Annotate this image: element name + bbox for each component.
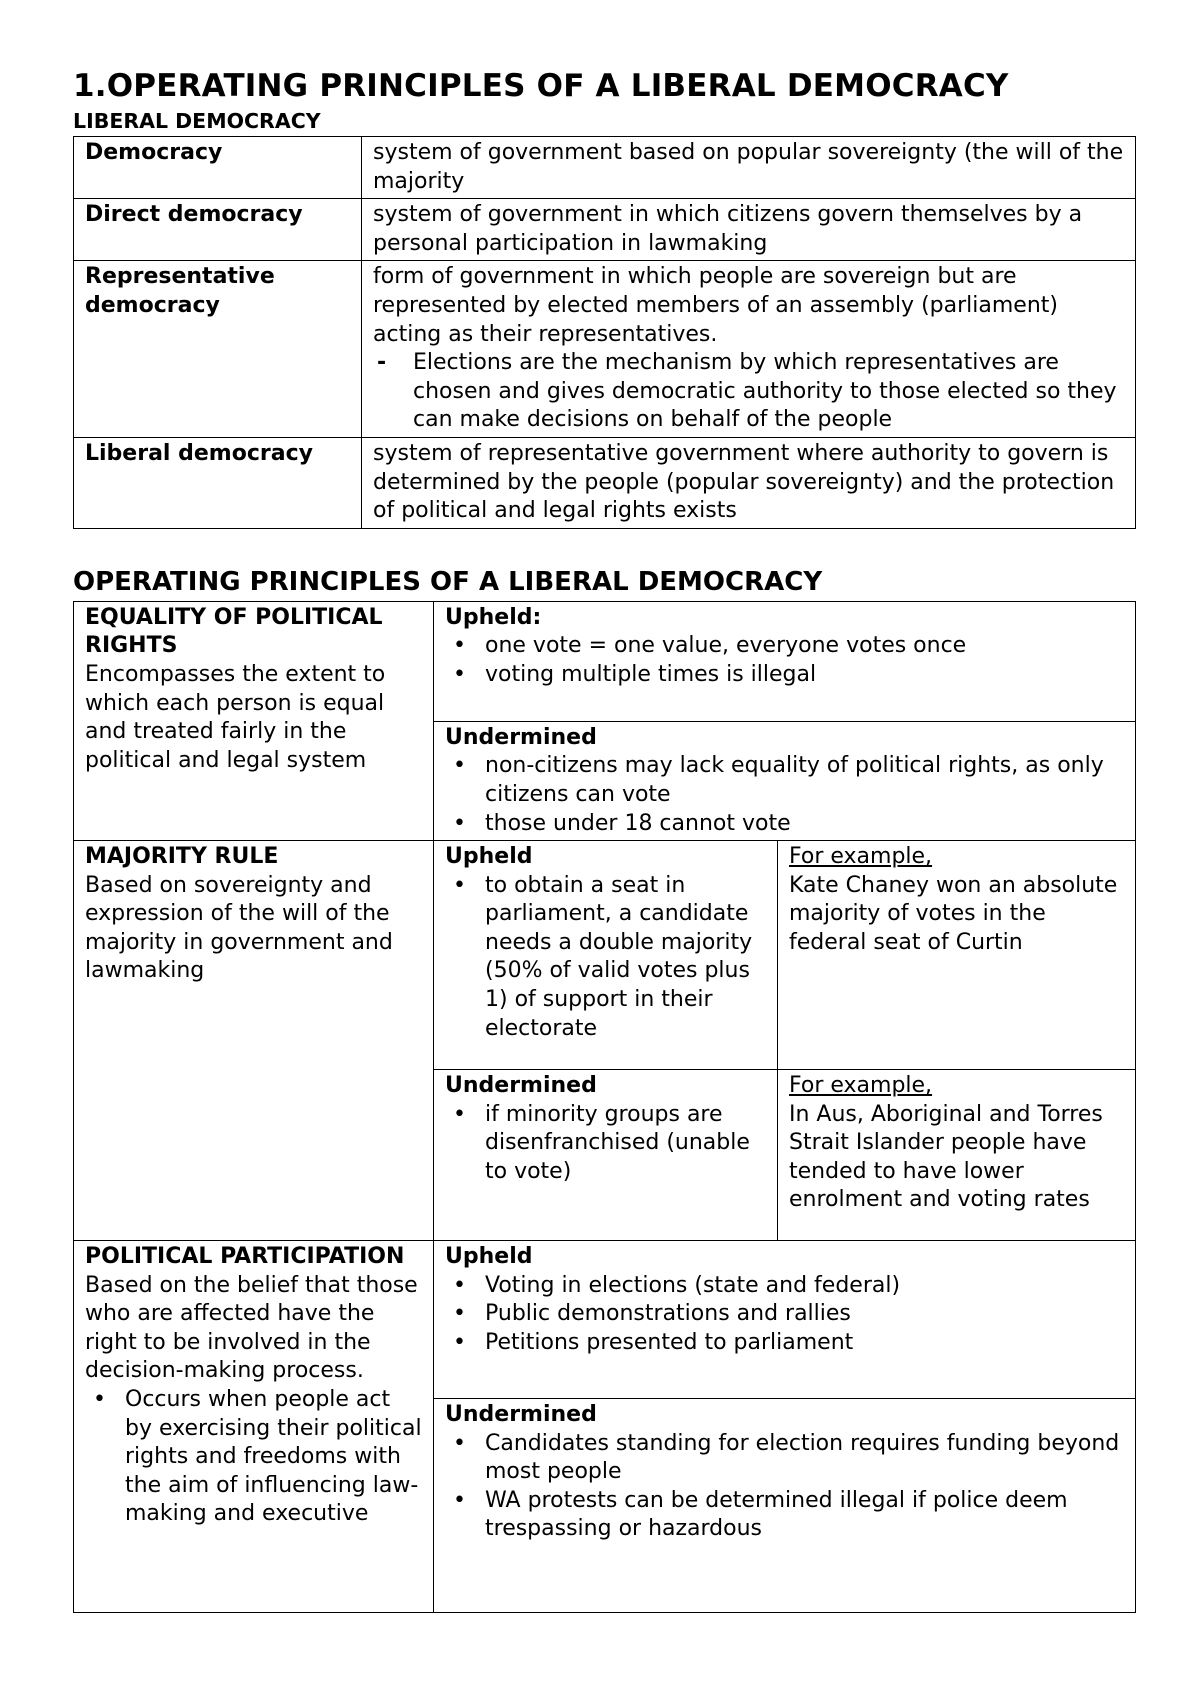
principle-name: POLITICAL PARTICIPATION: [85, 1244, 405, 1270]
upheld-list: [445, 872, 766, 1044]
upheld-cell: [434, 601, 1136, 721]
example-text: Kate Chaney won an absolute majority of votes in the federal seat of Curtin: [789, 872, 1118, 955]
example-cell: [778, 841, 1136, 1070]
undermined-cell: [434, 1070, 778, 1241]
principle-name: EQUALITY OF POLITICAL RIGHTS: [85, 604, 383, 659]
term-cell: Liberal democracy: [74, 437, 362, 528]
example-text: In Aus, Aboriginal and Torres Strait Islander people have tended to have lower enrolment and voting rates: [789, 1101, 1103, 1213]
list-item: • to obtain a seat in parliament, a candidate needs a double majority (50% of valid votes plus 1) of support in their electorate: [445, 872, 766, 1044]
upheld-label: Upheld: [445, 1244, 533, 1270]
example-cell: [778, 1070, 1136, 1241]
definition-points: [373, 349, 1124, 435]
undermined-label: Undermined: [445, 1073, 597, 1099]
definition-text: form of government in which people are sovereign but are represented by elected members of an assembly (parliament) acting as their representatives.: [373, 264, 1058, 347]
principles-table: [73, 601, 1136, 1613]
principle-points: [85, 1386, 422, 1529]
list-item: • non-citizens may lack equality of political rights, as only citizens can vote: [445, 752, 1124, 809]
principle-cell: [74, 1241, 434, 1613]
document-page: [73, 66, 1135, 1613]
term-cell: Representative democracy: [74, 261, 362, 438]
principle-description: Based on the belief that those who are affected have the right to be involved in the decision-making process.: [85, 1272, 418, 1384]
list-item: • one vote = one value, everyone votes once: [445, 632, 1124, 661]
table-row: [74, 137, 1136, 199]
undermined-list: [445, 1101, 766, 1187]
undermined-list: [445, 1430, 1124, 1544]
term-cell: Direct democracy: [74, 199, 362, 261]
upheld-list: [445, 1272, 1124, 1358]
example-label: For example,: [789, 1073, 933, 1099]
table-row: [74, 841, 1136, 1070]
principle-cell: [74, 841, 434, 1241]
section-title: OPERATING PRINCIPLES OF A LIBERAL DEMOCRACY: [73, 566, 823, 597]
term-cell: Democracy: [74, 137, 362, 199]
undermined-cell: [434, 721, 1136, 840]
upheld-label: Upheld: [445, 844, 533, 870]
list-item: - Elections are the mechanism by which representatives are chosen and gives democratic authority to those elected so they can make decisions on behalf of the people: [373, 349, 1124, 435]
list-item: • voting multiple times is illegal: [445, 661, 1124, 690]
table-row: [74, 601, 1136, 721]
definition-cell: system of government based on popular sovereignty (the will of the majority: [362, 137, 1136, 199]
principle-description: Encompasses the extent to which each person is equal and treated fairly in the political and legal system: [85, 661, 386, 773]
example-label: For example,: [789, 844, 933, 870]
upheld-label: Upheld:: [445, 604, 542, 630]
list-item: • Voting in elections (state and federal): [445, 1272, 1124, 1301]
principle-cell: [74, 601, 434, 840]
undermined-cell: [434, 1399, 1136, 1613]
table-row: [74, 199, 1136, 261]
upheld-cell: [434, 1241, 1136, 1399]
principle-name: MAJORITY RULE: [85, 844, 279, 870]
list-item: • those under 18 cannot vote: [445, 810, 1124, 839]
undermined-list: [445, 752, 1124, 838]
list-item: • Occurs when people act by exercising their political rights and freedoms with the aim of influencing law-making and executive: [85, 1386, 422, 1529]
list-item: • Candidates standing for election requires funding beyond most people: [445, 1430, 1124, 1487]
table-row: [74, 261, 1136, 438]
list-item: • Petitions presented to parliament: [445, 1329, 1124, 1358]
undermined-label: Undermined: [445, 724, 597, 750]
document-title: 1.OPERATING PRINCIPLES OF A LIBERAL DEMOCRACY: [73, 68, 1009, 104]
principle-description: Based on sovereignty and expression of the will of the majority in government and lawmaking: [85, 872, 393, 984]
upheld-list: [445, 632, 1124, 689]
definition-cell: [362, 261, 1136, 438]
section-subtitle: LIBERAL DEMOCRACY: [73, 109, 321, 133]
upheld-cell: [434, 841, 778, 1070]
definition-cell: system of government in which citizens govern themselves by a personal participation in lawmaking: [362, 199, 1136, 261]
table-row: [74, 1241, 1136, 1399]
undermined-label: Undermined: [445, 1402, 597, 1428]
definition-cell: system of representative government where authority to govern is determined by the people (popular sovereignty) and the protection of political and legal rights exists: [362, 437, 1136, 528]
list-item: • if minority groups are disenfranchised (unable to vote): [445, 1101, 766, 1187]
list-item: • Public demonstrations and rallies: [445, 1300, 1124, 1329]
definitions-table: [73, 136, 1136, 529]
list-item: • WA protests can be determined illegal if police deem trespassing or hazardous: [445, 1487, 1124, 1544]
table-row: [74, 437, 1136, 528]
